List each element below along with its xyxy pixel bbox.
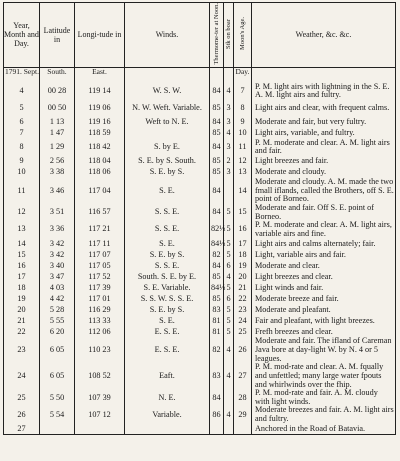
thermometer-cell	[210, 424, 224, 435]
wind-cell: S. E. by S.	[125, 167, 210, 178]
barometer-cell: 4	[224, 83, 234, 100]
thermometer-cell: 84½	[211, 282, 226, 292]
weather-cell: P. M. moderate and clear. A. M. light airs and fair.	[252, 139, 396, 156]
latitude-cell: 3 40	[40, 260, 75, 271]
barometer-cell: 5	[224, 238, 234, 249]
day-cell: 26	[4, 406, 40, 423]
moon-age-cell: 19	[234, 260, 252, 271]
moon-age-cell: 9	[234, 117, 252, 128]
wind-cell: N. E.	[125, 389, 210, 406]
barometer-cell: 5	[224, 315, 234, 326]
day-cell: 23	[4, 337, 40, 363]
day-cell: 4	[4, 83, 40, 100]
log-row	[4, 282, 396, 293]
weather-cell: P. M. light airs with lightning in the S. E. A. M. light airs and fultry.	[252, 83, 396, 100]
latitude-cell: 5 50	[40, 389, 75, 406]
thermometer-cell: 85	[210, 293, 224, 304]
moon-age-cell: 8	[234, 100, 252, 117]
day-cell: 20	[4, 304, 40, 315]
day-cell: 10	[4, 167, 40, 178]
longitude-cell: 118 06	[75, 167, 125, 178]
wind-cell: S. E. by S.	[125, 304, 210, 315]
barometer-cell: 3	[224, 100, 234, 117]
latitude-cell: 3 51	[40, 204, 75, 221]
moon-unit: Day.	[234, 67, 252, 83]
latitude-unit: South.	[40, 67, 75, 83]
moon-age-cell: 18	[234, 249, 252, 260]
thermometer-cell: 84	[210, 260, 224, 271]
longitude-cell: 117 05	[75, 260, 125, 271]
longitude-cell: 117 52	[75, 271, 125, 282]
weather-cell: Moderate and fair, but very fultry.	[252, 117, 396, 128]
barometer-cell: 6	[224, 293, 234, 304]
moon-age-cell: 13	[234, 167, 252, 178]
barometer-cell	[224, 389, 234, 406]
barometer-cell: 5	[224, 221, 234, 238]
longitude-cell: 119 14	[75, 83, 125, 100]
weather-cell: P. M. mod-rate and clear. A. M. fqually and unfettled; many large water fpouts and whirlwinds over the fhip.	[252, 363, 396, 389]
latitude-cell: 1 47	[40, 128, 75, 139]
moon-age-cell: 12	[234, 156, 252, 167]
longitude-cell: 117 07	[75, 249, 125, 260]
latitude-cell: 5 28	[40, 304, 75, 315]
header-moon-age: Moon's Age.	[234, 3, 252, 68]
thermometer-cell: 85	[210, 100, 224, 117]
weather-cell: Fair and pleafant, with light breezes.	[252, 315, 396, 326]
day-cell: 24	[4, 363, 40, 389]
moon-age-cell: 11	[234, 139, 252, 156]
weather-cell: Moderate breeze and fair.	[252, 293, 396, 304]
longitude-cell: 116 57	[75, 204, 125, 221]
latitude-cell: 3 36	[40, 221, 75, 238]
longitude-cell: 110 23	[75, 337, 125, 363]
latitude-cell: 00 50	[40, 100, 75, 117]
latitude-cell: 1 29	[40, 139, 75, 156]
day-cell: 16	[4, 260, 40, 271]
thermometer-cell: 84	[210, 139, 224, 156]
thermometer-cell: 83	[210, 304, 224, 315]
day-cell: 7	[4, 128, 40, 139]
moon-age-cell: 16	[234, 221, 252, 238]
weather-cell: Frefh breezes and clear.	[252, 326, 396, 337]
day-cell: 18	[4, 282, 40, 293]
header-weather: Weather, &c. &c.	[252, 3, 396, 68]
log-row	[4, 389, 396, 406]
moon-age-cell: 24	[234, 315, 252, 326]
wind-cell: S. S. E.	[125, 204, 210, 221]
log-row	[4, 178, 396, 204]
longitude-cell: 119 16	[75, 117, 125, 128]
weather-cell: Anchored in the Road of Batavia.	[252, 424, 396, 435]
weather-cell: Light airs and clear, with frequent calms.	[252, 100, 396, 117]
header-row	[4, 3, 396, 68]
day-cell: 9	[4, 156, 40, 167]
moon-age-cell: 17	[234, 238, 252, 249]
thermometer-cell: 85	[210, 167, 224, 178]
longitude-cell: 118 04	[75, 156, 125, 167]
log-row	[4, 238, 396, 249]
log-row	[4, 156, 396, 167]
wind-cell: S. S. E.	[125, 260, 210, 271]
log-rows	[4, 67, 396, 435]
log-row	[4, 260, 396, 271]
moon-age-cell: 29	[234, 406, 252, 423]
thermometer-cell: 82	[210, 337, 224, 363]
log-row	[4, 271, 396, 282]
longitude-cell: 117 39	[75, 282, 125, 293]
barometer-cell: 3	[224, 139, 234, 156]
year-label: 1791. Sept.	[4, 67, 40, 83]
wind-cell: E. S. E.	[125, 337, 210, 363]
wind-cell: W. S. W.	[125, 83, 210, 100]
log-row	[4, 83, 396, 100]
log-table	[3, 2, 396, 435]
header-longitude: Longi-tude in	[75, 3, 125, 68]
day-cell: 12	[4, 204, 40, 221]
thermometer-cell: 84	[210, 204, 224, 221]
log-row	[4, 204, 396, 221]
day-cell: 13	[4, 221, 40, 238]
log-row	[4, 139, 396, 156]
wind-cell: E. S. E.	[125, 326, 210, 337]
wind-cell: Weft to N. E.	[125, 117, 210, 128]
weather-cell: Moderate and pleafant.	[252, 304, 396, 315]
wind-cell	[125, 424, 210, 435]
barometer-cell: 2	[224, 156, 234, 167]
log-row	[4, 315, 396, 326]
barometer-cell: 6	[224, 260, 234, 271]
log-row	[4, 363, 396, 389]
thermometer-cell: 81	[210, 326, 224, 337]
longitude-unit: East.	[75, 67, 125, 83]
log-row	[4, 406, 396, 423]
unit-row	[4, 67, 396, 83]
barometer-cell	[224, 424, 234, 435]
weather-cell: Light breezes and fair.	[252, 156, 396, 167]
longitude-cell: 118 42	[75, 139, 125, 156]
log-row	[4, 117, 396, 128]
thermometer-cell: 84	[210, 178, 224, 204]
thermometer-cell: 84	[210, 389, 224, 406]
weather-cell: P. M. moderate and clear. A. M. light airs, variable airs and fine.	[252, 221, 396, 238]
wind-cell: Variable.	[125, 406, 210, 423]
wind-cell	[125, 128, 210, 139]
wind-cell: S. E. by S.	[125, 249, 210, 260]
latitude-cell: 3 47	[40, 271, 75, 282]
day-cell: 14	[4, 238, 40, 249]
log-row	[4, 337, 396, 363]
weather-cell: Moderate and cloudy. A. M. made the two fmall iflands, called the Brothers, off S. E. point of Borneo.	[252, 178, 396, 204]
longitude-cell	[75, 424, 125, 435]
barometer-cell: 4	[224, 406, 234, 423]
latitude-cell: 3 38	[40, 167, 75, 178]
latitude-cell: 5 55	[40, 315, 75, 326]
longitude-cell: 112 06	[75, 326, 125, 337]
latitude-cell: 4 42	[40, 293, 75, 304]
header-barometer: Stk on boar	[224, 3, 234, 68]
moon-age-cell: 7	[234, 83, 252, 100]
thermometer-cell: 85	[210, 156, 224, 167]
moon-age-cell	[234, 424, 252, 435]
wind-cell: South. S. E. by E.	[125, 271, 210, 282]
wind-cell: Eaft.	[125, 363, 210, 389]
log-row	[4, 304, 396, 315]
thermometer-cell: 85	[210, 271, 224, 282]
latitude-cell: 6 05	[40, 337, 75, 363]
header-thermometer: Thermome-ter at Noon.	[210, 3, 224, 68]
log-row	[4, 100, 396, 117]
moon-age-cell: 15	[234, 204, 252, 221]
thermometer-cell: 84	[210, 83, 224, 100]
thermometer-cell: 85	[210, 128, 224, 139]
wind-cell: S. E. by S. South.	[125, 156, 210, 167]
barometer-cell: 4	[224, 128, 234, 139]
latitude-cell: 3 42	[40, 249, 75, 260]
barometer-cell	[224, 178, 234, 204]
day-cell: 17	[4, 271, 40, 282]
thermometer-cell: 83	[210, 363, 224, 389]
weather-cell: Light winds and fair.	[252, 282, 396, 293]
latitude-cell: 00 28	[40, 83, 75, 100]
weather-cell: Light airs, variable, and fultry.	[252, 128, 396, 139]
weather-cell: Light airs and calms alternately; fair.	[252, 238, 396, 249]
wind-cell: S. E.	[125, 238, 210, 249]
barometer-cell: 4	[224, 337, 234, 363]
longitude-cell: 117 11	[75, 238, 125, 249]
latitude-cell: 3 42	[40, 238, 75, 249]
moon-age-cell: 26	[234, 337, 252, 363]
barometer-cell: 3	[224, 117, 234, 128]
barometer-cell: 3	[224, 167, 234, 178]
longitude-cell: 113 33	[75, 315, 125, 326]
latitude-cell	[40, 424, 75, 435]
moon-age-cell: 21	[234, 282, 252, 293]
barometer-cell: 5	[224, 326, 234, 337]
wind-cell: S. E.	[125, 178, 210, 204]
log-row	[4, 221, 396, 238]
thermometer-cell: 84½	[211, 238, 226, 248]
moon-age-cell: 27	[234, 363, 252, 389]
longitude-cell: 116 29	[75, 304, 125, 315]
log-row	[4, 293, 396, 304]
header-latitude: Latitude in	[40, 3, 75, 68]
day-cell: 6	[4, 117, 40, 128]
wind-cell: N. W. Weft. Variable.	[125, 100, 210, 117]
weather-cell: P. M. mod-rate and fair. A. M. cloudy with light winds.	[252, 389, 396, 406]
weather-cell: Light, variable airs and fair.	[252, 249, 396, 260]
moon-age-cell: 20	[234, 271, 252, 282]
moon-age-cell: 10	[234, 128, 252, 139]
log-row	[4, 424, 396, 435]
moon-age-cell: 25	[234, 326, 252, 337]
day-cell: 25	[4, 389, 40, 406]
longitude-cell: 119 06	[75, 100, 125, 117]
thermometer-cell: 86	[210, 406, 224, 423]
weather-cell: Moderate and fair. The ifland of Careman Java bore at day-light W. by N. 4 or 5 leagues.	[252, 337, 396, 363]
weather-cell: Moderate and fair. Off S. E. point of Borneo.	[252, 204, 396, 221]
weather-cell: Moderate and cloudy.	[252, 167, 396, 178]
thermometer-cell: 82	[210, 249, 224, 260]
barometer-cell: 5	[224, 304, 234, 315]
wind-cell: S. by E.	[125, 139, 210, 156]
latitude-cell: 5 54	[40, 406, 75, 423]
barometer-cell: 4	[224, 363, 234, 389]
latitude-cell: 4 03	[40, 282, 75, 293]
longitude-cell: 117 01	[75, 293, 125, 304]
weather-cell: Moderate breezes and fair. A. M. light airs and fultry.	[252, 406, 396, 423]
day-cell: 22	[4, 326, 40, 337]
day-cell: 19	[4, 293, 40, 304]
longitude-cell: 117 04	[75, 178, 125, 204]
barometer-cell: 5	[224, 249, 234, 260]
longitude-cell: 107 12	[75, 406, 125, 423]
header-date: Year, Month and Day.	[4, 3, 40, 68]
longitude-cell: 108 52	[75, 363, 125, 389]
moon-age-cell: 28	[234, 389, 252, 406]
wind-cell: S. E.	[125, 315, 210, 326]
thermometer-cell: 82½	[210, 221, 224, 238]
day-cell: 15	[4, 249, 40, 260]
header-winds: Winds.	[125, 3, 210, 68]
barometer-cell: 5	[224, 282, 234, 293]
moon-age-cell: 23	[234, 304, 252, 315]
day-cell: 11	[4, 178, 40, 204]
latitude-cell: 6 05	[40, 363, 75, 389]
day-cell: 8	[4, 139, 40, 156]
moon-age-cell: 14	[234, 178, 252, 204]
thermometer-cell: 81	[210, 315, 224, 326]
wind-cell: S. S. E.	[125, 221, 210, 238]
weather-cell: Moderate and clear.	[252, 260, 396, 271]
day-cell: 27	[4, 424, 40, 435]
barometer-cell: 5	[224, 204, 234, 221]
latitude-cell: 3 46	[40, 178, 75, 204]
thermometer-cell: 84	[210, 117, 224, 128]
day-cell: 5	[4, 100, 40, 117]
moon-age-cell: 22	[234, 293, 252, 304]
wind-cell: S. E. Variable.	[125, 282, 210, 293]
barometer-cell: 4	[224, 271, 234, 282]
wind-cell: S. S. W. S. S. E.	[125, 293, 210, 304]
longitude-cell: 107 39	[75, 389, 125, 406]
longitude-cell: 117 21	[75, 221, 125, 238]
longitude-cell: 118 59	[75, 128, 125, 139]
latitude-cell: 1 13	[40, 117, 75, 128]
latitude-cell: 2 56	[40, 156, 75, 167]
latitude-cell: 6 20	[40, 326, 75, 337]
weather-cell: Light breezes and clear.	[252, 271, 396, 282]
day-cell: 21	[4, 315, 40, 326]
log-row	[4, 249, 396, 260]
